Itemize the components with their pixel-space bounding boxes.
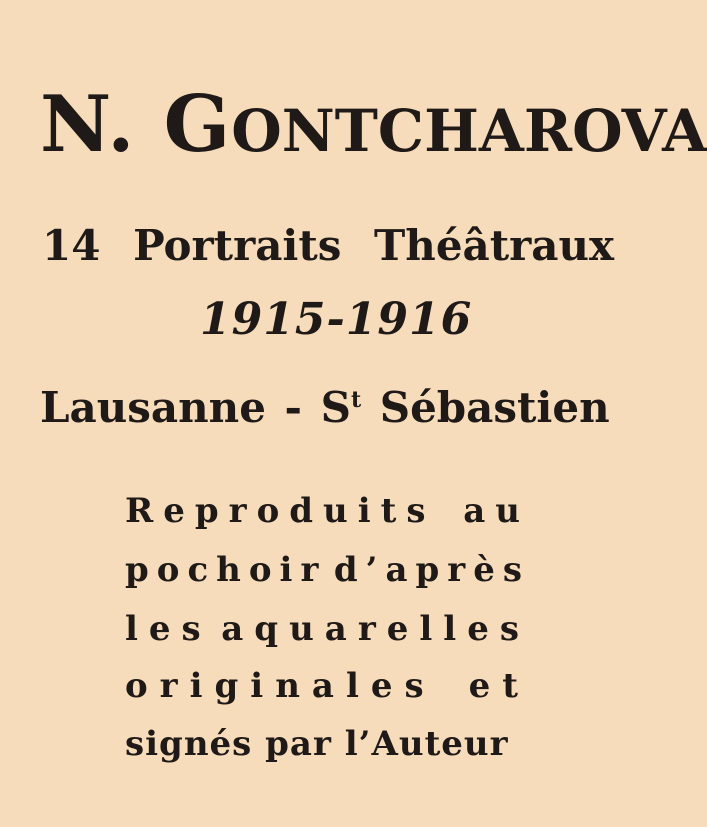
description-line-3 <box>125 609 530 649</box>
description-line-4-right: et <box>468 666 530 706</box>
place-text <box>40 383 610 432</box>
description-line-1 <box>125 491 530 531</box>
description-line-3-right: aquarelles <box>221 609 530 649</box>
place-before: Lausanne - S <box>40 383 351 432</box>
description-line-1-right: au <box>463 491 530 531</box>
author-title-rest: ONTCHAROVA <box>231 97 707 165</box>
description-line-3-left: les <box>125 609 212 649</box>
author-title <box>40 79 707 170</box>
description-line-4-left: originales <box>125 666 436 706</box>
place-after: Sébastien <box>361 383 610 432</box>
years-text: 1915-1916 <box>200 294 473 345</box>
description-line-5 <box>125 724 530 764</box>
description-line-1-left: Reproduits <box>125 491 436 531</box>
place-superscript: t <box>350 387 362 413</box>
description-line-2-right: d’après <box>333 550 530 590</box>
description-line-2 <box>125 550 530 590</box>
author-title-initial: N. G <box>40 79 232 170</box>
description-line-4 <box>125 666 530 706</box>
description-line-5-left: signés par l’Auteur <box>125 724 509 764</box>
description-line-2-left: pochoir <box>125 550 327 590</box>
work-subtitle: 14 Portraits Théâtraux <box>42 221 615 270</box>
